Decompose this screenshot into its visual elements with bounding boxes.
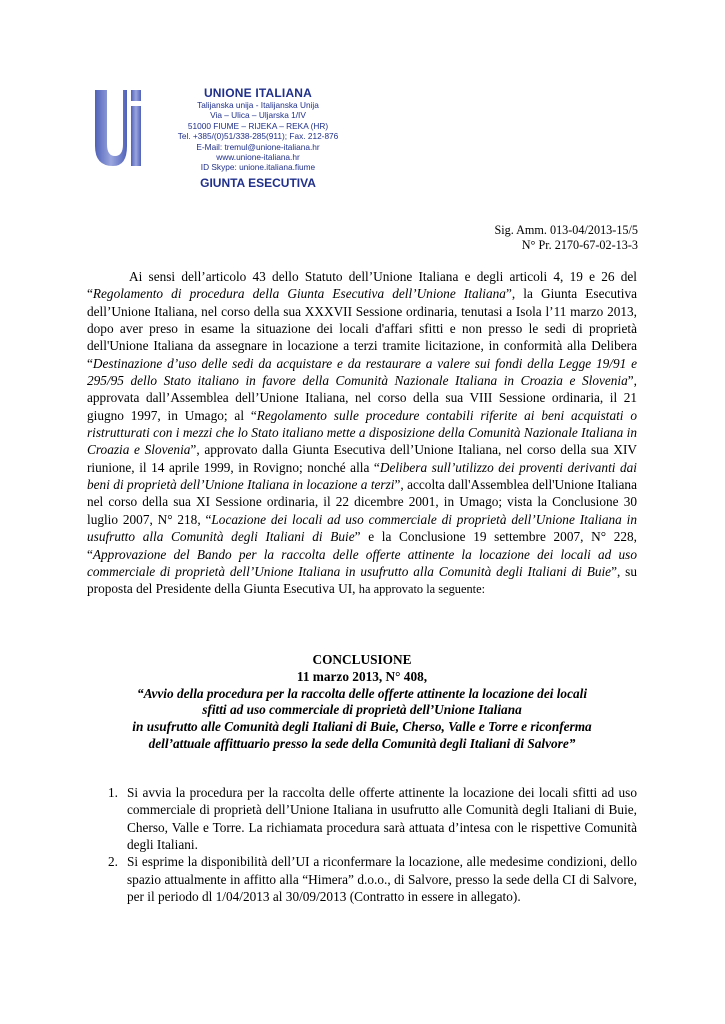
conclusione-228-title: Approvazione del Bando per la raccolta delle offerte attinente la locazione dei locali ad uso commerciale di proprietà dell’Unione Italiana in usufrutto alla Comunità degli Italiani di Buie <box>87 546 637 579</box>
item-number: 2. <box>108 854 118 870</box>
org-name: UNIONE ITALIANA <box>203 86 313 100</box>
org-line: Talijanska unija - Italijanska Unija <box>197 100 319 110</box>
sig-amm: Sig. Amm. 013-04/2013-15/5 <box>494 223 638 237</box>
body-text <box>87 268 637 599</box>
conclusion-items <box>87 784 637 905</box>
delibera-destinazione-title: Destinazione d’uso delle sedi da acquistare e da restaurare a valere sui fondi della Legge 19/91 e 295/95 dello Stato italiano in favore della Comunità Nazionale Italiana in Croazia e Slovenia <box>87 355 637 389</box>
conclusion-title-line: in usufrutto alle Comunità degli Italiani di Buie, Cherso, Valle e Torre e riconferma <box>132 719 592 735</box>
list-item <box>87 853 637 905</box>
org-city: 51000 FIUME – RIJEKA – REKA (HR) <box>187 120 329 131</box>
org-email: E-Mail: tremul@unione-italiana.hr <box>196 141 320 152</box>
item-number: 1. <box>108 785 118 800</box>
delibera-proventi-title: Delibera sull’utilizzo dei proventi derivanti dai beni di proprietà dell’Unione Italiana in locazione a terzi <box>87 459 638 493</box>
regolamento-procedure-title: Regolamento sulle procedure contabili riferite ai beni acquistati o ristrutturati con i mezzi che lo Stato italiano mette a disposizione della Comunità Nazionale Italiana in Croazia e Slovenia <box>87 407 638 458</box>
org-phone: Tel. +385/(0)51/338-285(911); Fax. 212-876 <box>177 131 339 142</box>
item-text: Si esprime la disponibilità dell’UI a riconfermare la locazione, alle medesime condizioni, dello spazio attualmente in affitto alla “Himera” d.o.o., di Salvore, presso la sede della CI di Salvore, per il periodo dl 1/04/2013 al 30/09/2013 (Contratto in essere in allegato). <box>127 854 637 905</box>
conclusion-date: 11 marzo 2013, N° 408, <box>296 668 428 684</box>
conclusion-label: CONCLUSIONE <box>312 652 412 667</box>
conclusion-title-line: dell’attuale affittuario presso la sede della Comunità degli Italiani di Salvore” <box>148 735 576 751</box>
regolamento-title: Regolamento di procedura della Giunta Esecutiva dell’Unione Italiana <box>92 286 506 302</box>
reference-numbers <box>494 223 638 253</box>
item-text: Si avvia la procedura per la raccolta delle offerte attinente la locazione dei locali sfitti ad uso commerciale di proprietà dell’Unione Italiana in usufrutto alle Comunità degli Italiani di Buie, Cherso, Valle e Torre. La richiamata procedura sarà attuata d’intesa con le rispettive Comunità degli Italiani. <box>127 785 637 853</box>
conclusion-title-line: sfitti ad uso commerciale di proprietà dell’Unione Italiana <box>202 702 522 718</box>
conclusion-heading <box>87 652 637 753</box>
org-skype: ID Skype: unione.italiana.fiume <box>200 162 316 173</box>
organization-block <box>150 86 366 190</box>
org-address: Via – Ulica – Uljarska 1/IV <box>210 110 306 121</box>
unione-italiana-logo <box>93 88 143 168</box>
org-website: www.unione-italiana.hr <box>216 152 300 163</box>
org-sub-name: GIUNTA ESECUTIVA <box>200 175 316 190</box>
conclusion-title-line: “Avvio della procedura per la raccolta delle offerte attinente la locazione dei locali <box>136 685 588 701</box>
preamble-paragraph: Ai sensi dell’articolo 43 dello Statuto dell’Unione Italiana e degli articoli 4, 19 e 26 del “Regolamento di procedura della Giunta Esecutiva dell’Unione Italiana”, la Giunta Esecutiva dell’Unione Italiana, nel corso della sua XXXVII Sessione ordinaria, tenutasi a Isola l’11 marzo 2013, dopo aver preso in esame la situazione dei locali d'affari sfitti e non presso le sedi di proprietà dell'Unione Italiana da assegnare in locazione a terzi tramite licitazione, in conformità alla Delibera “Destinazione d’uso delle sedi da acquistare e da restaurare a valere sui fondi della Legge 19/91 e 295/95 dello Stato italiano in favore della Comunità Nazionale Italiana in Croazia e Slovenia”, approvata dall’Assemblea dell’Unione Italiana, nel corso della sua VIII Sessione ordinaria, il 21 giugno 1997, in Umago; al “Regolamento sulle procedure contabili riferite ai beni acquistati o ristrutturati con i mezzi che lo Stato italiano mette a disposizione della Comunità Nazionale Italiana in Croazia e Slovenia”, approvato dalla Giunta Esecutiva dell’Unione Italiana, nel corso della sua XIV riunione, il 14 aprile 1999, in Rovigno; nonché alla “Delibera sull’utilizzo dei proventi derivanti dai beni di proprietà dell’Unione Italiana in locazione a terzi”, accolta dall'Assemblea dell'Unione Italiana nel corso della sua XI Sessione ordinaria, il 22 dicembre 2001, in Umago; vista la Conclusione 30 luglio 2007, N° 218, “Locazione dei locali ad uso commerciale di proprietà dell’Unione Italiana in usufrutto alla Comunità degli Italiani di Buie” e la Conclusione 19 settembre 2007, N° 228, “Approvazione del Bando per la raccolta delle offerte attinente la locazione dei locali ad uso commerciale di proprietà dell’Unione Italiana in usufrutto alla Comunità degli Italiani di Buie”, su proposta del Presidente della Giunta Esecutiva UI, ha approvato la seguente: <box>87 269 638 597</box>
list-item <box>87 784 637 853</box>
conclusione-218-title: Locazione dei locali ad uso commerciale di proprietà dell’Unione Italiana in usufrutto alla Comunità degli Italiani di Buie <box>87 511 637 545</box>
numero-protocollo: N° Pr. 2170-67-02-13-3 <box>521 238 638 252</box>
